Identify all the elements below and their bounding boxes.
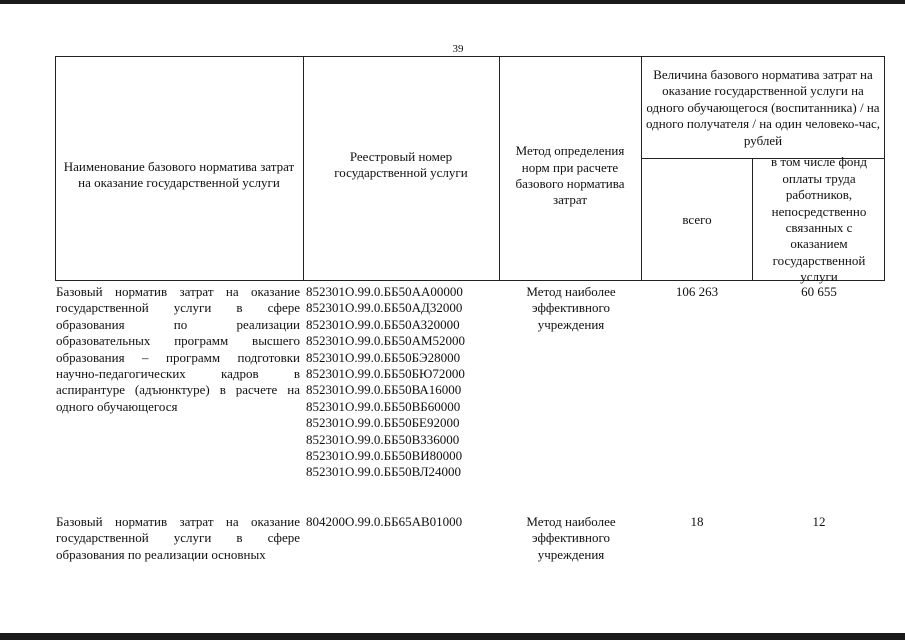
header-registry-number: Реестровый номер государственной услуги (334, 148, 468, 180)
row-2-total: 18 (690, 514, 704, 529)
table-top-border (55, 56, 885, 57)
col-divider-1 (303, 56, 304, 281)
registry-code: 852301О.99.0.ББ50АА00000 (306, 284, 463, 299)
table-left-border (55, 56, 56, 281)
page-number: 39 (452, 43, 464, 55)
row-2-name: Базовый норматив затрат на оказание государственной услуги в сфере образования по реализации основных (56, 514, 300, 562)
header-value-group: Величина базового норматива затрат на оказание государственной услуги на одного обучающегося (воспитанника) / на одного получателя / на один человеко-час, рублей (645, 66, 881, 148)
row-1-total: 106 263 (675, 284, 719, 299)
registry-code: 852301О.99.0.ББ50БЮ72000 (306, 366, 465, 382)
registry-code: 804200О.99.0.ББ65АВ01000 (306, 514, 463, 529)
header-including-wage-fund: в том числе фонд оплаты труда работников, непосредственно связанных с оказанием государственной услуги (771, 154, 867, 285)
row-1-registry-codes (306, 284, 498, 481)
row-2-method: Метод наиболее эффективного учреждения (526, 514, 616, 562)
row-1-including: 60 655 (801, 284, 837, 299)
registry-code: 852301О.99.0.ББ50ВА16000 (306, 382, 462, 398)
table-right-border (884, 56, 885, 281)
registry-code: 852301О.99.0.ББ50БЕ92000 (306, 415, 460, 431)
col-divider-2 (499, 56, 500, 281)
scan-border-bottom (0, 633, 905, 640)
registry-code: 852301О.99.0.ББ50АМ52000 (306, 333, 466, 349)
row-1-method: Метод наиболее эффективного учреждения (526, 284, 616, 332)
header-method: Метод определения норм при расчете базового норматива затрат (515, 143, 625, 208)
registry-code: 852301О.99.0.ББ50ВИ80000 (306, 448, 463, 464)
row-1-name: Базовый норматив затрат на оказание государственной услуги в сфере образования по реализации образовательных программ высшего образования – программ подготовки научно-педагогических кадров в аспирантуре (адъюнктуре) в расчете на одного обучающегося (56, 284, 300, 414)
header-total: всего (682, 211, 712, 227)
row-2-including: 12 (812, 514, 826, 529)
registry-code: 852301О.99.0.ББ50ВЛ24000 (306, 464, 462, 480)
registry-code: 852301О.99.0.ББ50БЭ28000 (306, 349, 461, 365)
scan-border-top (0, 0, 905, 4)
col-divider-3 (641, 56, 642, 281)
row-2-registry-codes (306, 514, 498, 530)
registry-code: 852301О.99.0.ББ50ВЗ36000 (306, 431, 460, 447)
registry-code: 852301О.99.0.ББ50АД32000 (306, 300, 463, 316)
registry-code: 852301О.99.0.ББ50АЗ20000 (306, 316, 460, 332)
col-divider-4 (752, 158, 753, 281)
registry-code: 852301О.99.0.ББ50ВБ60000 (306, 398, 461, 414)
header-name: Наименование базового норматива затрат на оказание государственной услуги (63, 158, 295, 190)
